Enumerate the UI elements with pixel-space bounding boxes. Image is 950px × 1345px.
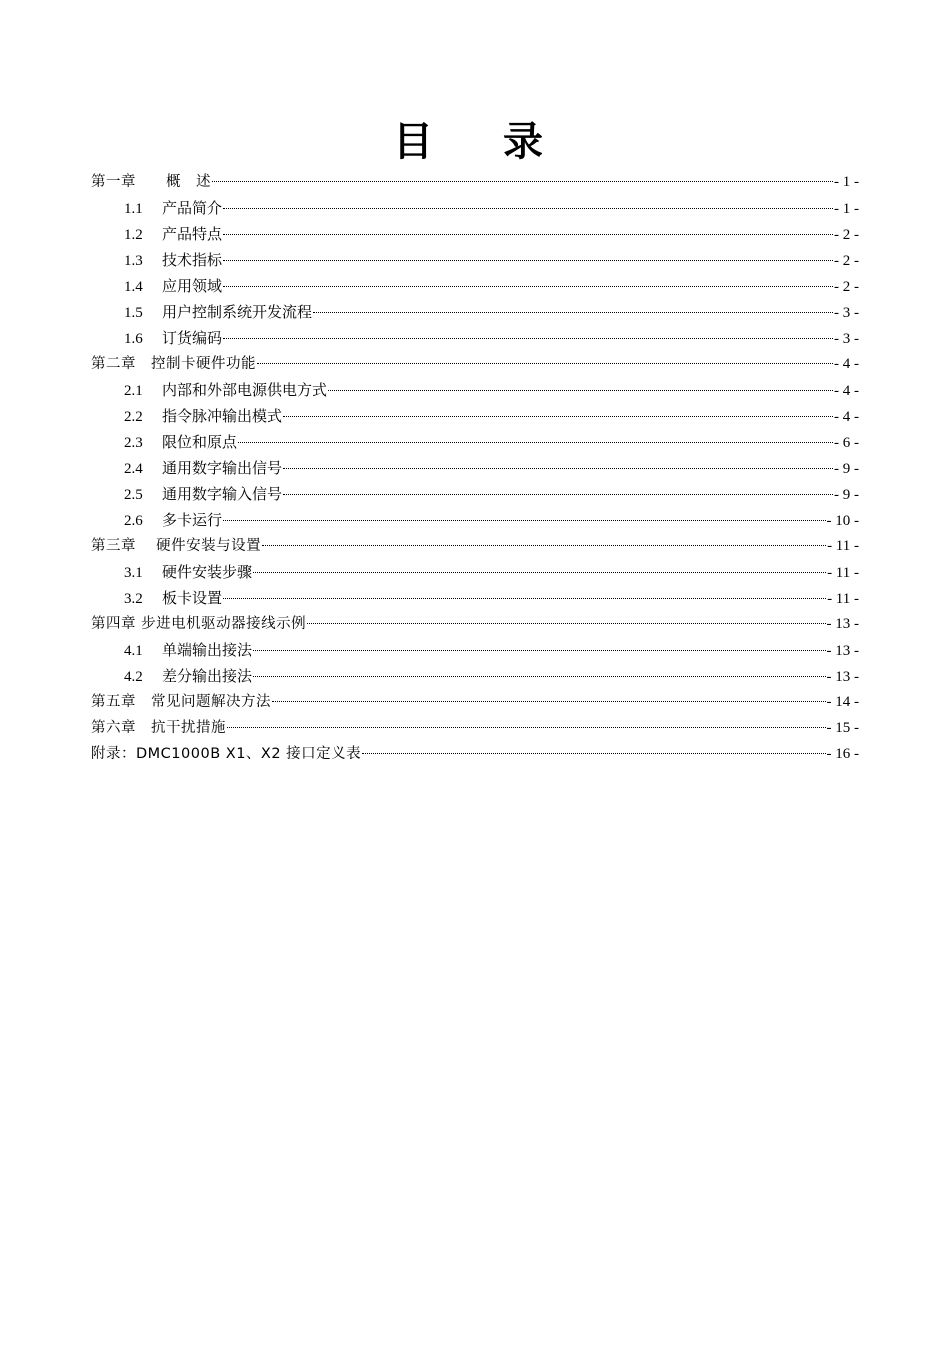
dot-leader: [253, 676, 825, 677]
dot-leader: [223, 286, 833, 287]
toc-entry-title: 订货编码: [162, 329, 223, 347]
toc-chapter-entry[interactable]: [91, 743, 859, 769]
toc-entry-title: 通用数字输入信号: [162, 485, 283, 503]
toc-section-entry[interactable]: [91, 223, 859, 249]
toc-page-number: - 13 -: [826, 669, 859, 685]
dot-leader: [283, 416, 833, 417]
dot-leader: [227, 727, 826, 728]
dot-leader: [328, 390, 833, 391]
toc-chapter-entry[interactable]: [91, 717, 859, 743]
page-title: 目 录: [393, 119, 571, 165]
toc-page-number: - 10 -: [826, 513, 859, 529]
toc-chapter-entry[interactable]: [91, 353, 859, 379]
dot-leader: [257, 363, 833, 364]
dot-leader: [223, 598, 826, 599]
toc-page-number: - 14 -: [826, 694, 859, 710]
toc-page-number: - 2 -: [834, 253, 859, 269]
toc-section-number: 2.1: [124, 383, 143, 399]
toc-entry-title: 通用数字输出信号: [162, 459, 283, 477]
toc-entry-title: 第四章 步进电机驱动器接线示例: [91, 616, 307, 632]
toc-section-entry[interactable]: [91, 249, 859, 275]
toc-page-number: - 11 -: [827, 565, 859, 581]
toc-section-number: 2.4: [124, 461, 143, 477]
dot-leader: [307, 623, 825, 624]
dot-leader: [283, 494, 833, 495]
dot-leader: [253, 572, 826, 573]
dot-leader: [262, 545, 826, 546]
dot-leader: [253, 650, 825, 651]
toc-entry-title: 附录：DMC1000B X1、X2 接口定义表: [91, 746, 362, 762]
toc-entry-title: 产品简介: [162, 199, 223, 217]
dot-leader: [223, 208, 833, 209]
toc-entry-title: 限位和原点: [162, 433, 238, 451]
toc-section-number: 1.1: [124, 201, 143, 217]
toc-entry-title: 硬件安装步骤: [162, 563, 253, 581]
toc-entry-title: 差分输出接法: [162, 667, 253, 685]
toc-page-number: - 6 -: [834, 435, 859, 451]
dot-leader: [272, 701, 826, 702]
toc-entry-title: 第五章 常见问题解决方法: [91, 694, 271, 710]
toc-section-entry[interactable]: [91, 301, 859, 327]
dot-leader: [223, 260, 833, 261]
toc-section-entry[interactable]: [91, 405, 859, 431]
toc-section-number: 2.3: [124, 435, 143, 451]
toc-section-entry[interactable]: [91, 275, 859, 301]
toc-entry-title: 内部和外部电源供电方式: [162, 381, 328, 399]
toc-chapter-entry[interactable]: [91, 535, 859, 561]
dot-leader: [223, 520, 825, 521]
dot-leader: [313, 312, 833, 313]
toc-section-entry[interactable]: [91, 431, 859, 457]
toc-entry-title: 第三章 硬件安装与设置: [91, 538, 262, 554]
dot-leader: [212, 181, 833, 182]
toc-section-entry[interactable]: [91, 483, 859, 509]
toc-page-number: - 3 -: [834, 305, 859, 321]
toc-section-entry[interactable]: [91, 665, 859, 691]
toc-section-number: 3.2: [124, 591, 143, 607]
toc-section-number: 3.1: [124, 565, 143, 581]
toc-entry-title: 指令脉冲输出模式: [162, 407, 283, 425]
toc-section-number: 4.2: [124, 669, 143, 685]
toc-section-entry[interactable]: [91, 561, 859, 587]
toc-section-entry[interactable]: [91, 327, 859, 353]
toc-chapter-entry[interactable]: [91, 171, 859, 197]
toc-entry-title: 多卡运行: [162, 511, 223, 529]
toc-section-number: 1.4: [124, 279, 143, 295]
toc-page-number: - 11 -: [827, 538, 859, 554]
toc-page-number: - 16 -: [826, 746, 859, 762]
table-of-contents: [91, 171, 859, 769]
toc-page-number: - 13 -: [826, 616, 859, 632]
dot-leader: [362, 753, 825, 754]
dot-leader: [223, 234, 833, 235]
toc-page-number: - 9 -: [834, 487, 859, 503]
toc-page-number: - 1 -: [834, 201, 859, 217]
toc-page-number: - 9 -: [834, 461, 859, 477]
toc-page-number: - 4 -: [834, 356, 859, 372]
toc-section-number: 1.6: [124, 331, 143, 347]
toc-section-number: 4.1: [124, 643, 143, 659]
toc-page-number: - 13 -: [826, 643, 859, 659]
toc-section-entry[interactable]: [91, 587, 859, 613]
toc-entry-title: 第二章 控制卡硬件功能: [91, 356, 256, 372]
toc-entry-title: 技术指标: [162, 251, 223, 269]
toc-entry-title: 用户控制系统开发流程: [162, 303, 313, 321]
toc-entry-title: 产品特点: [162, 225, 223, 243]
toc-section-number: 1.3: [124, 253, 143, 269]
toc-section-number: 2.6: [124, 513, 143, 529]
toc-page-number: - 15 -: [826, 720, 859, 736]
toc-page-number: - 2 -: [834, 279, 859, 295]
toc-page-number: - 3 -: [834, 331, 859, 347]
toc-section-number: 1.5: [124, 305, 143, 321]
toc-page-number: - 1 -: [834, 174, 859, 190]
toc-section-entry[interactable]: [91, 457, 859, 483]
toc-entry-title: 第六章 抗干扰措施: [91, 720, 226, 736]
toc-section-entry[interactable]: [91, 509, 859, 535]
toc-page-number: - 11 -: [827, 591, 859, 607]
toc-entry-title: 单端输出接法: [162, 641, 253, 659]
toc-page-number: - 4 -: [834, 383, 859, 399]
toc-section-entry[interactable]: [91, 379, 859, 405]
toc-entry-title: 板卡设置: [162, 589, 223, 607]
toc-page-number: - 4 -: [834, 409, 859, 425]
toc-section-number: 2.2: [124, 409, 143, 425]
toc-entry-title: 应用领域: [162, 277, 223, 295]
toc-section-entry[interactable]: [91, 639, 859, 665]
toc-section-number: 2.5: [124, 487, 143, 503]
toc-entry-title: 第一章 概 述: [91, 174, 211, 190]
dot-leader: [223, 338, 833, 339]
toc-chapter-entry[interactable]: [91, 691, 859, 717]
toc-section-number: 1.2: [124, 227, 143, 243]
dot-leader: [283, 468, 833, 469]
toc-chapter-entry[interactable]: [91, 613, 859, 639]
toc-page-number: - 2 -: [834, 227, 859, 243]
dot-leader: [238, 442, 833, 443]
toc-section-entry[interactable]: [91, 197, 859, 223]
